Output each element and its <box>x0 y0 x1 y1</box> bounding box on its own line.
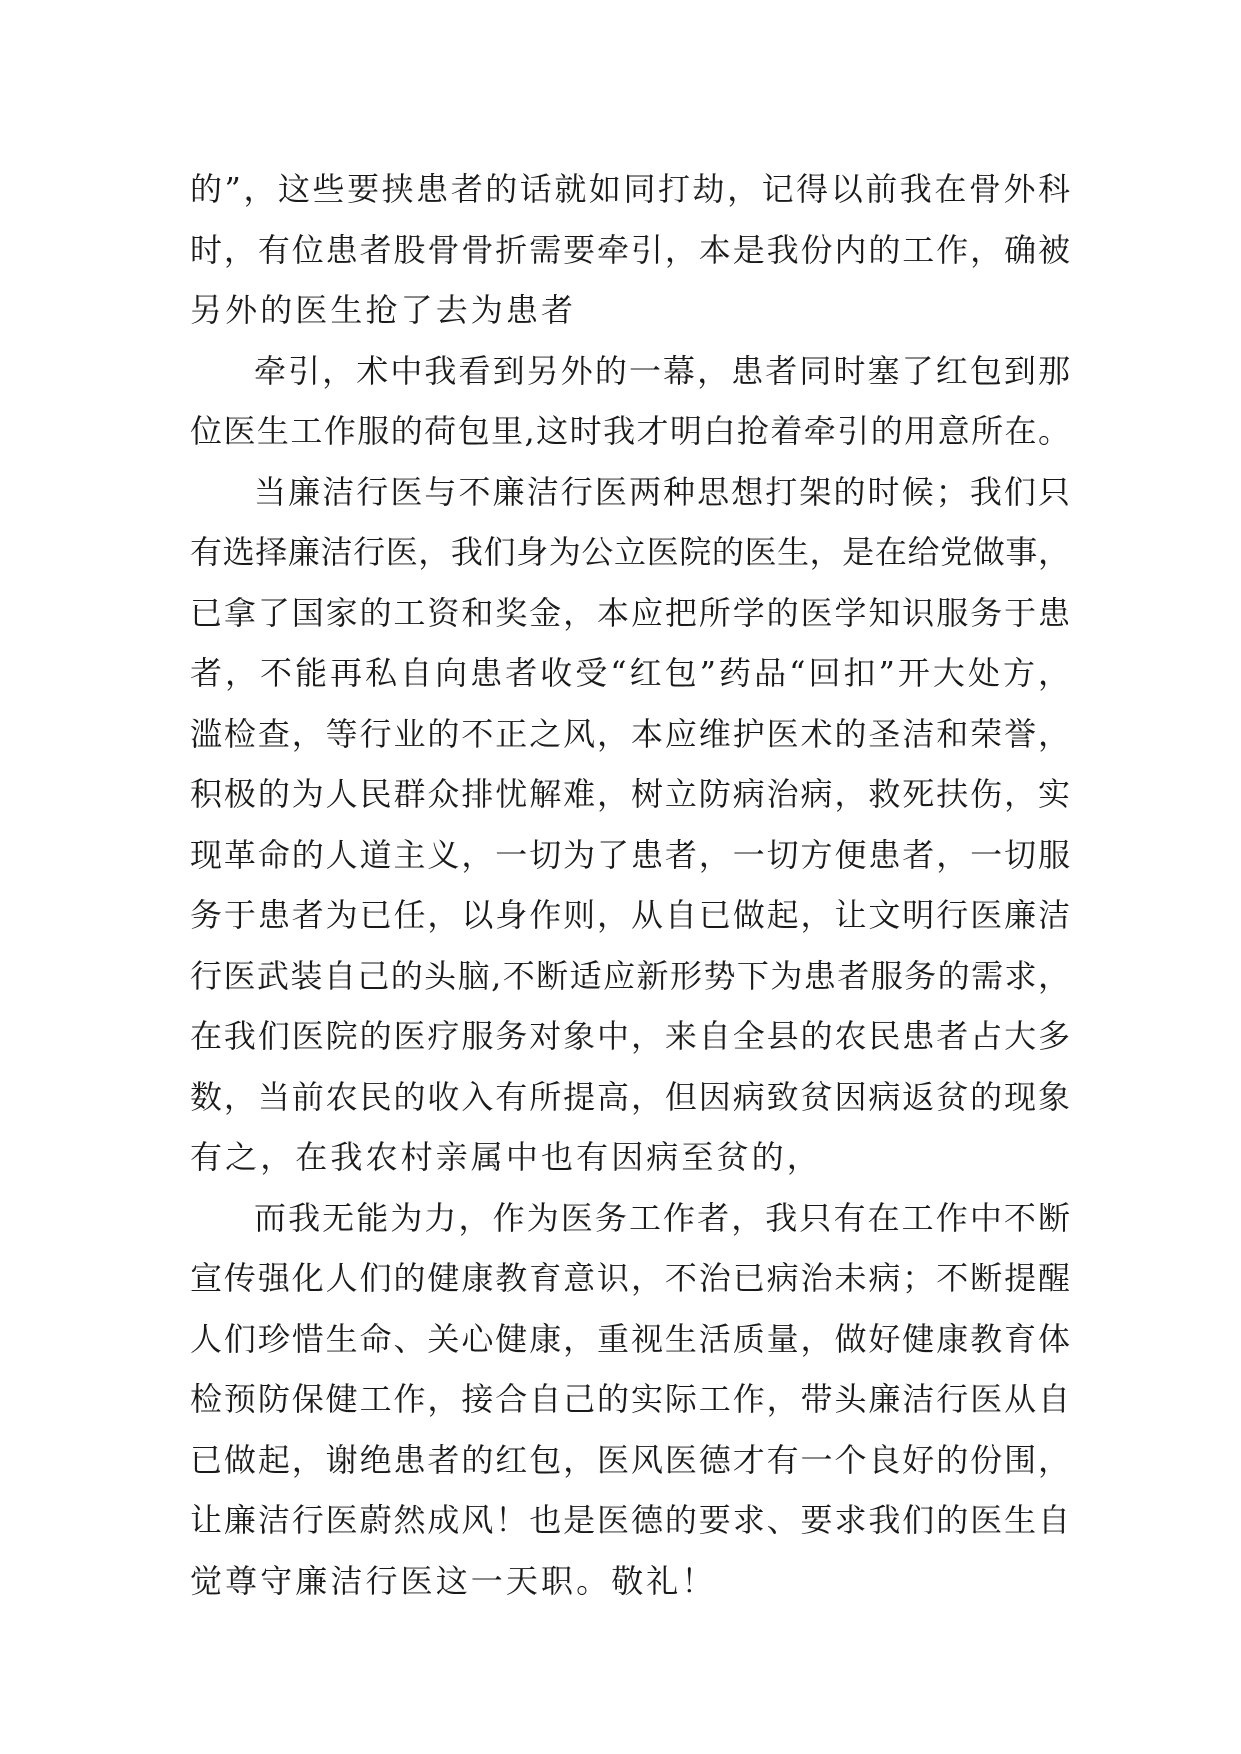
text-line: 时，有位患者股骨骨折需要牵引，本是我份内的工作，确被 <box>190 230 1070 269</box>
text-line: 者，不能再私自向患者收受“红包”药品“回扣”开大处方， <box>190 654 1070 692</box>
text-line: 牵引，术中我看到另外的一幕，患者同时塞了红包到那 <box>254 351 1070 390</box>
text-line: 有选择廉洁行医，我们身为公立医院的医生，是在给党做事， <box>190 533 1070 571</box>
text-line: 务于患者为已任，以身作则，从自已做起，让文明行医廉洁 <box>190 896 1070 934</box>
text-line: 另外的医生抢了去为患者 <box>190 291 577 329</box>
text-line: 人们珍惜生命、关心健康，重视生活质量，做好健康教育体 <box>190 1319 1070 1358</box>
text-line: 已拿了国家的工资和奖金，本应把所学的医学知识服务于患 <box>190 593 1070 632</box>
text-line: 而我无能为力，作为医务工作者，我只有在工作中不断 <box>254 1198 1070 1237</box>
text-line: 让廉洁行医蔚然成风！也是医德的要求、要求我们的医生自 <box>190 1501 1070 1539</box>
document-body <box>190 159 1070 1611</box>
text-line: 觉尊守廉洁行医这一天职。敬礼！ <box>190 1561 717 1600</box>
text-line: 在我们医院的医疗服务对象中，来自全县的农民患者占大多 <box>190 1017 1070 1055</box>
text-line: 现革命的人道主义，一切为了患者，一切方便患者，一切服 <box>190 835 1070 874</box>
text-line: 位医生工作服的荷包里,这时我才明白抢着牵引的用意所在。 <box>190 412 1070 450</box>
text-line: 的”，这些要挟患者的话就如同打劫，记得以前我在骨外科 <box>190 170 1070 208</box>
text-line: 有之，在我农村亲属中也有因病至贫的， <box>190 1138 822 1176</box>
text-line: 积极的为人民群众排忧解难，树立防病治病，救死扶伤，实 <box>190 775 1070 813</box>
text-line: 滥检查，等行业的不正之风，本应维护医术的圣洁和荣誉， <box>190 714 1070 753</box>
text-line: 当廉洁行医与不廉洁行医两种思想打架的时候；我们只 <box>254 472 1070 511</box>
text-line: 数，当前农民的收入有所提高，但因病致贫因病返贫的现象 <box>190 1077 1070 1116</box>
text-line: 已做起，谢绝患者的红包，医风医德才有一个良好的份围， <box>190 1440 1070 1479</box>
text-line: 宣传强化人们的健康教育意识，不治已病治未病；不断提醒 <box>190 1259 1070 1297</box>
text-line: 行医武装自己的头脑,不断适应新形势下为患者服务的需求， <box>190 956 1070 995</box>
text-line: 检预防保健工作，接合自己的实际工作，带头廉洁行医从自 <box>190 1380 1070 1418</box>
